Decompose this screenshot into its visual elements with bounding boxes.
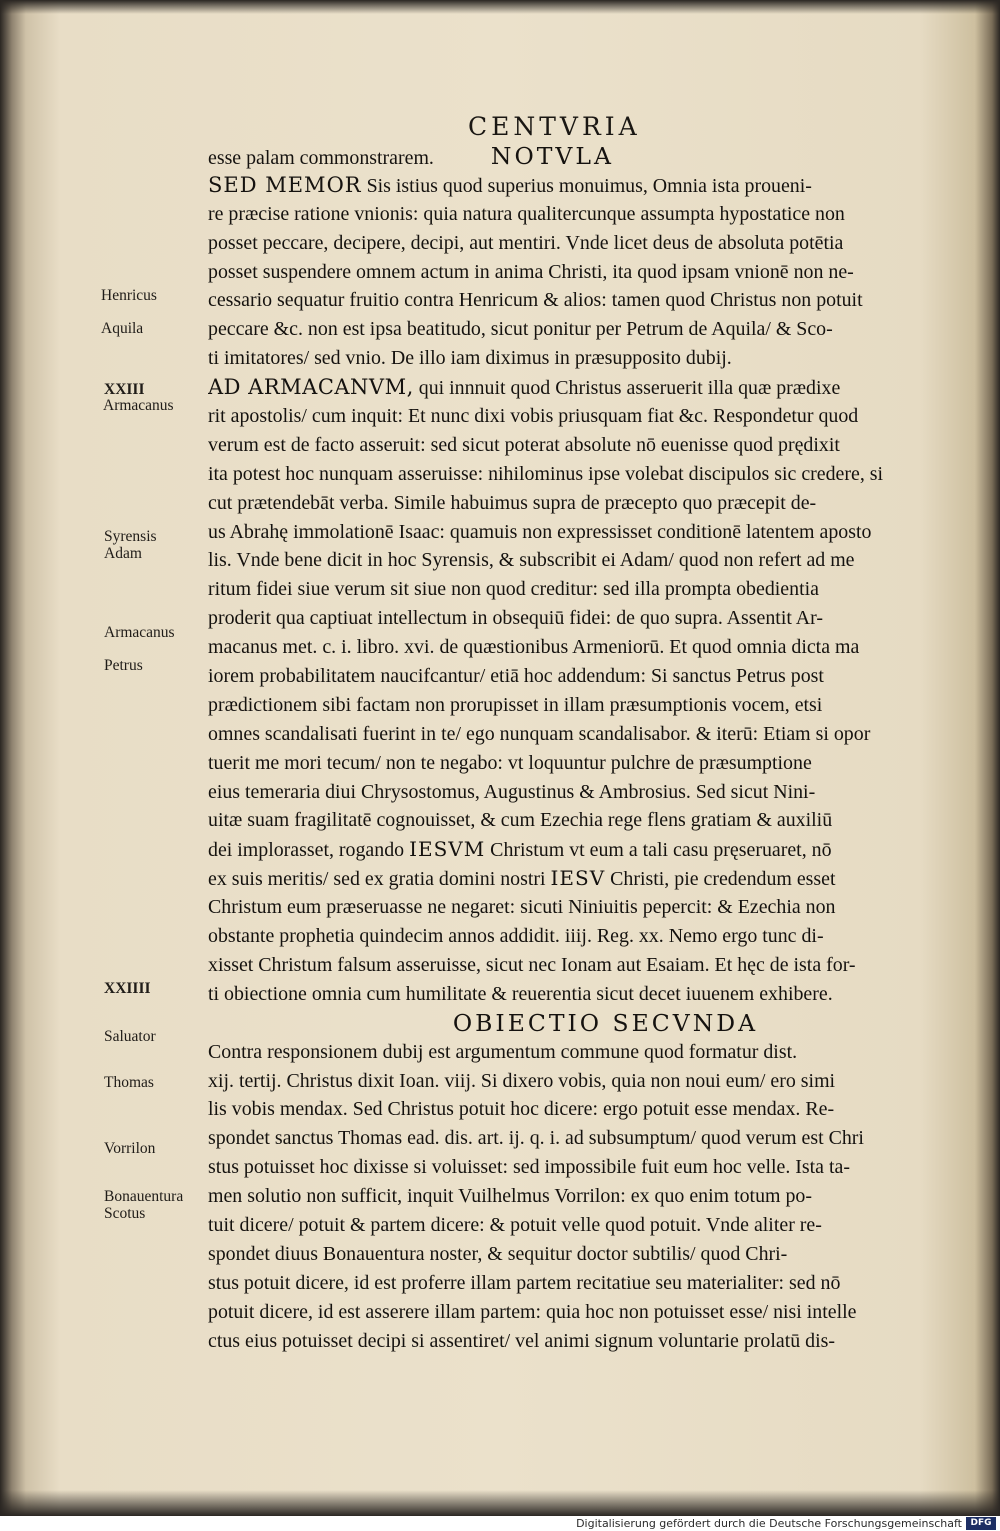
text-line: ctus eius potuisset decipi si assentiret/ vel animi signum voluntarie prolatū dis-	[208, 1329, 836, 1352]
footer-credit-text: Digitalisierung gefördert durch die Deutsche Forschungsgemeinschaft	[576, 1517, 962, 1530]
text-line: eius temeraria diui Chrysostomus, Augustinus & Ambrosius. Sed sicut Nini-	[208, 780, 816, 803]
margin-note-xxiii: XXIII	[104, 381, 145, 398]
text-line: obstante prophetia quindecim annos addidit. iiij. Reg. xx. Nemo ergo tunc di-	[208, 925, 824, 948]
text-line: prædictionem sibi factam non prorupisset in illam præsumptionis vocem, etsi	[208, 693, 823, 716]
text-line: iorem probabilitatem naucifcantur/ etiā hoc addendum: Si sanctus Petrus post	[208, 665, 824, 688]
dfg-logo: DFG	[966, 1517, 996, 1530]
text-line: ti imitatores/ sed vnio. De illo iam diximus in præsupposito dubij.	[208, 347, 732, 370]
text-line: tuit dicere/ potuit & partem dicere: & potuit velle quod potuit. Vnde aliter re-	[208, 1213, 822, 1236]
text-line: ti obiectione omnia cum humilitate & reuerentia sicut decet iuuenem exhibere.	[208, 982, 833, 1005]
text-line-start: esse palam commonstrarem.	[208, 147, 434, 169]
text-line: proderit qua captiuat intellectum in obsequiū fidei: de quo supra. Assentit Ar-	[208, 607, 823, 630]
text-line: rit apostolis/ cum inquit: Et nunc dixi vobis priusquam fiat &c. Respondetur quod	[208, 405, 859, 428]
text-line: Christum eum præseruasse ne negaret: sicuti Niniuitis pepercit: & Ezechia non	[208, 896, 836, 919]
text-line: stus potuit dicere, id est proferre illam partem recitatiue seu materialiter: sed nō	[208, 1271, 841, 1294]
text-line: lis vobis mendax. Sed Christus potuit hoc dicere: ergo potuit esse mendax. Re-	[208, 1098, 835, 1121]
text-run: Christum vt eum a tali casu pręseruaret, nō	[485, 839, 832, 862]
text-run: Christi, pie credendum esset	[605, 868, 836, 891]
section-lead-sed-memor: SED MEMOR	[208, 172, 362, 197]
margin-note-vorrilon: Vorrilon	[104, 1140, 156, 1157]
text-run: dei implorasset, rogando	[208, 839, 410, 862]
text-line: ritum fidei siue verum sit siue non quod creditur: sed illa prompta obedientia	[208, 578, 819, 601]
margin-note-saluator: Saluator	[104, 1028, 156, 1045]
digitization-footer	[0, 1516, 1000, 1531]
running-header: CENTVRIA	[468, 112, 641, 141]
text-line: lis. Vnde bene dicit in hoc Syrensis, & subscribit ei Adam/ quod non refert ad me	[208, 549, 855, 572]
margin-note-aquila: Aquila	[101, 320, 144, 337]
margin-note-adam: Adam	[104, 545, 142, 562]
text-line: omnes scandalisati fuerint in te/ ego nunquam scandalisabor. & iterū: Etiam si opor	[208, 722, 871, 745]
text-line: cut prætendebāt verba. Simile habuimus supra de præcepto quo præcepit de-	[208, 491, 817, 514]
text-line: macanus met. c. i. libro. xvi. de quæstionibus Armeniorū. Et quod omnia dicta ma	[208, 636, 860, 659]
text-line	[208, 1009, 943, 1038]
text-line: posset suspendere omnem actum in anima Christi, ita quod ipsam vnionē non ne-	[208, 260, 854, 283]
margin-note-syrensis: Syrensis	[104, 528, 157, 545]
text-line: uitæ suam fragilitatē cognouisset, & cum Ezechia rege flens gratiam & auxiliū	[208, 809, 833, 832]
text-line: spondet sanctus Thomas ead. dis. art. ij. q. i. ad subsumptum/ quod verum est Chri	[208, 1127, 864, 1150]
name-iesum: IESVM	[409, 837, 486, 862]
margin-note-scotus: Scotus	[104, 1205, 146, 1222]
text-line: spondet diuus Bonauentura noster, & sequitur doctor subtilis/ quod Chri-	[208, 1242, 788, 1265]
text-line: us Abrahę immolationē Isaac: quamuis non expressisset conditionē latentem aposto	[208, 520, 872, 543]
text-line: peccare &c. non est ipsa beatitudo, sicut ponitur per Petrum de Aquila/ & Sco-	[208, 318, 833, 341]
margin-note-armacanus-2: Armacanus	[104, 624, 175, 641]
text-line: verum est de facto asseruit: sed sicut poterat absolute nō euenisse quod prędixit	[208, 433, 840, 456]
text-line: Contra responsionem dubij est argumentum commune quod formatur dist.	[208, 1040, 798, 1063]
text-line	[208, 864, 943, 893]
text-line: xij. tertij. Christus dixit Ioan. viij. Si dixero vobis, quia non noui eum/ ero simi	[208, 1069, 836, 1092]
text-line: stus potuisset hoc dixisse si voluisset: sed impossibile fuit eum hoc velle. Ista ta-	[208, 1156, 850, 1179]
text-line: posset peccare, decipere, decipi, aut mentiri. Vnde licet deus de absoluta potētia	[208, 231, 844, 254]
margin-note-armacanus: Armacanus	[103, 397, 174, 414]
heading-obiectio-secunda: OBIECTIO SECVNDA	[452, 1008, 759, 1037]
text-line: re præcise ratione vnionis: quia natura qualitercunque assumpta hypostatice non	[208, 202, 845, 225]
text-line	[208, 142, 943, 171]
text-line: cessario sequatur fruitio contra Henricum & alios: tamen quod Christus non potuit	[208, 289, 863, 312]
text-line	[208, 171, 943, 200]
text-line	[208, 373, 943, 402]
text-run: Sis istius quod superius monuimus, Omnia ista proueni-	[361, 174, 812, 197]
text-line: tuerit me mori tecum/ non te negabo: vt loquuntur pulchre de præsumptione	[208, 751, 812, 774]
text-run: qui innnuit quod Christus asseruerit illa quæ prædixe	[413, 377, 841, 400]
text-line	[208, 835, 943, 864]
main-text-block	[208, 142, 943, 1355]
margin-note-xxiiii: XXIIII	[104, 980, 151, 997]
margin-note-henricus: Henricus	[101, 287, 157, 304]
heading-notula: NOTVLA	[490, 142, 614, 170]
margin-note-petrus: Petrus	[104, 657, 143, 674]
margin-note-bonauentura: Bonauentura	[104, 1188, 184, 1205]
margin-note-thomas: Thomas	[104, 1074, 154, 1091]
text-line: xisset Christum falsum asseruisse, sicut nec Ionam aut Esaiam. Et hęc de ista for-	[208, 953, 856, 976]
name-iesu: IESV	[550, 866, 606, 891]
text-line: potuit dicere, id est asserere illam partem: quia hoc non potuisset esse/ nisi intelle	[208, 1300, 857, 1323]
text-run: ex suis meritis/ sed ex gratia domini nostri	[208, 868, 551, 891]
section-lead-ad-armacanum: AD ARMACANVM,	[208, 375, 414, 400]
text-line: ita potest hoc nunquam asseruisse: nihilominus ipse volebat discipulos sic credere, si	[208, 462, 884, 485]
text-line: men solutio non sufficit, inquit Vuilhelmus Vorrilon: ex quo enim totum po-	[208, 1185, 812, 1208]
